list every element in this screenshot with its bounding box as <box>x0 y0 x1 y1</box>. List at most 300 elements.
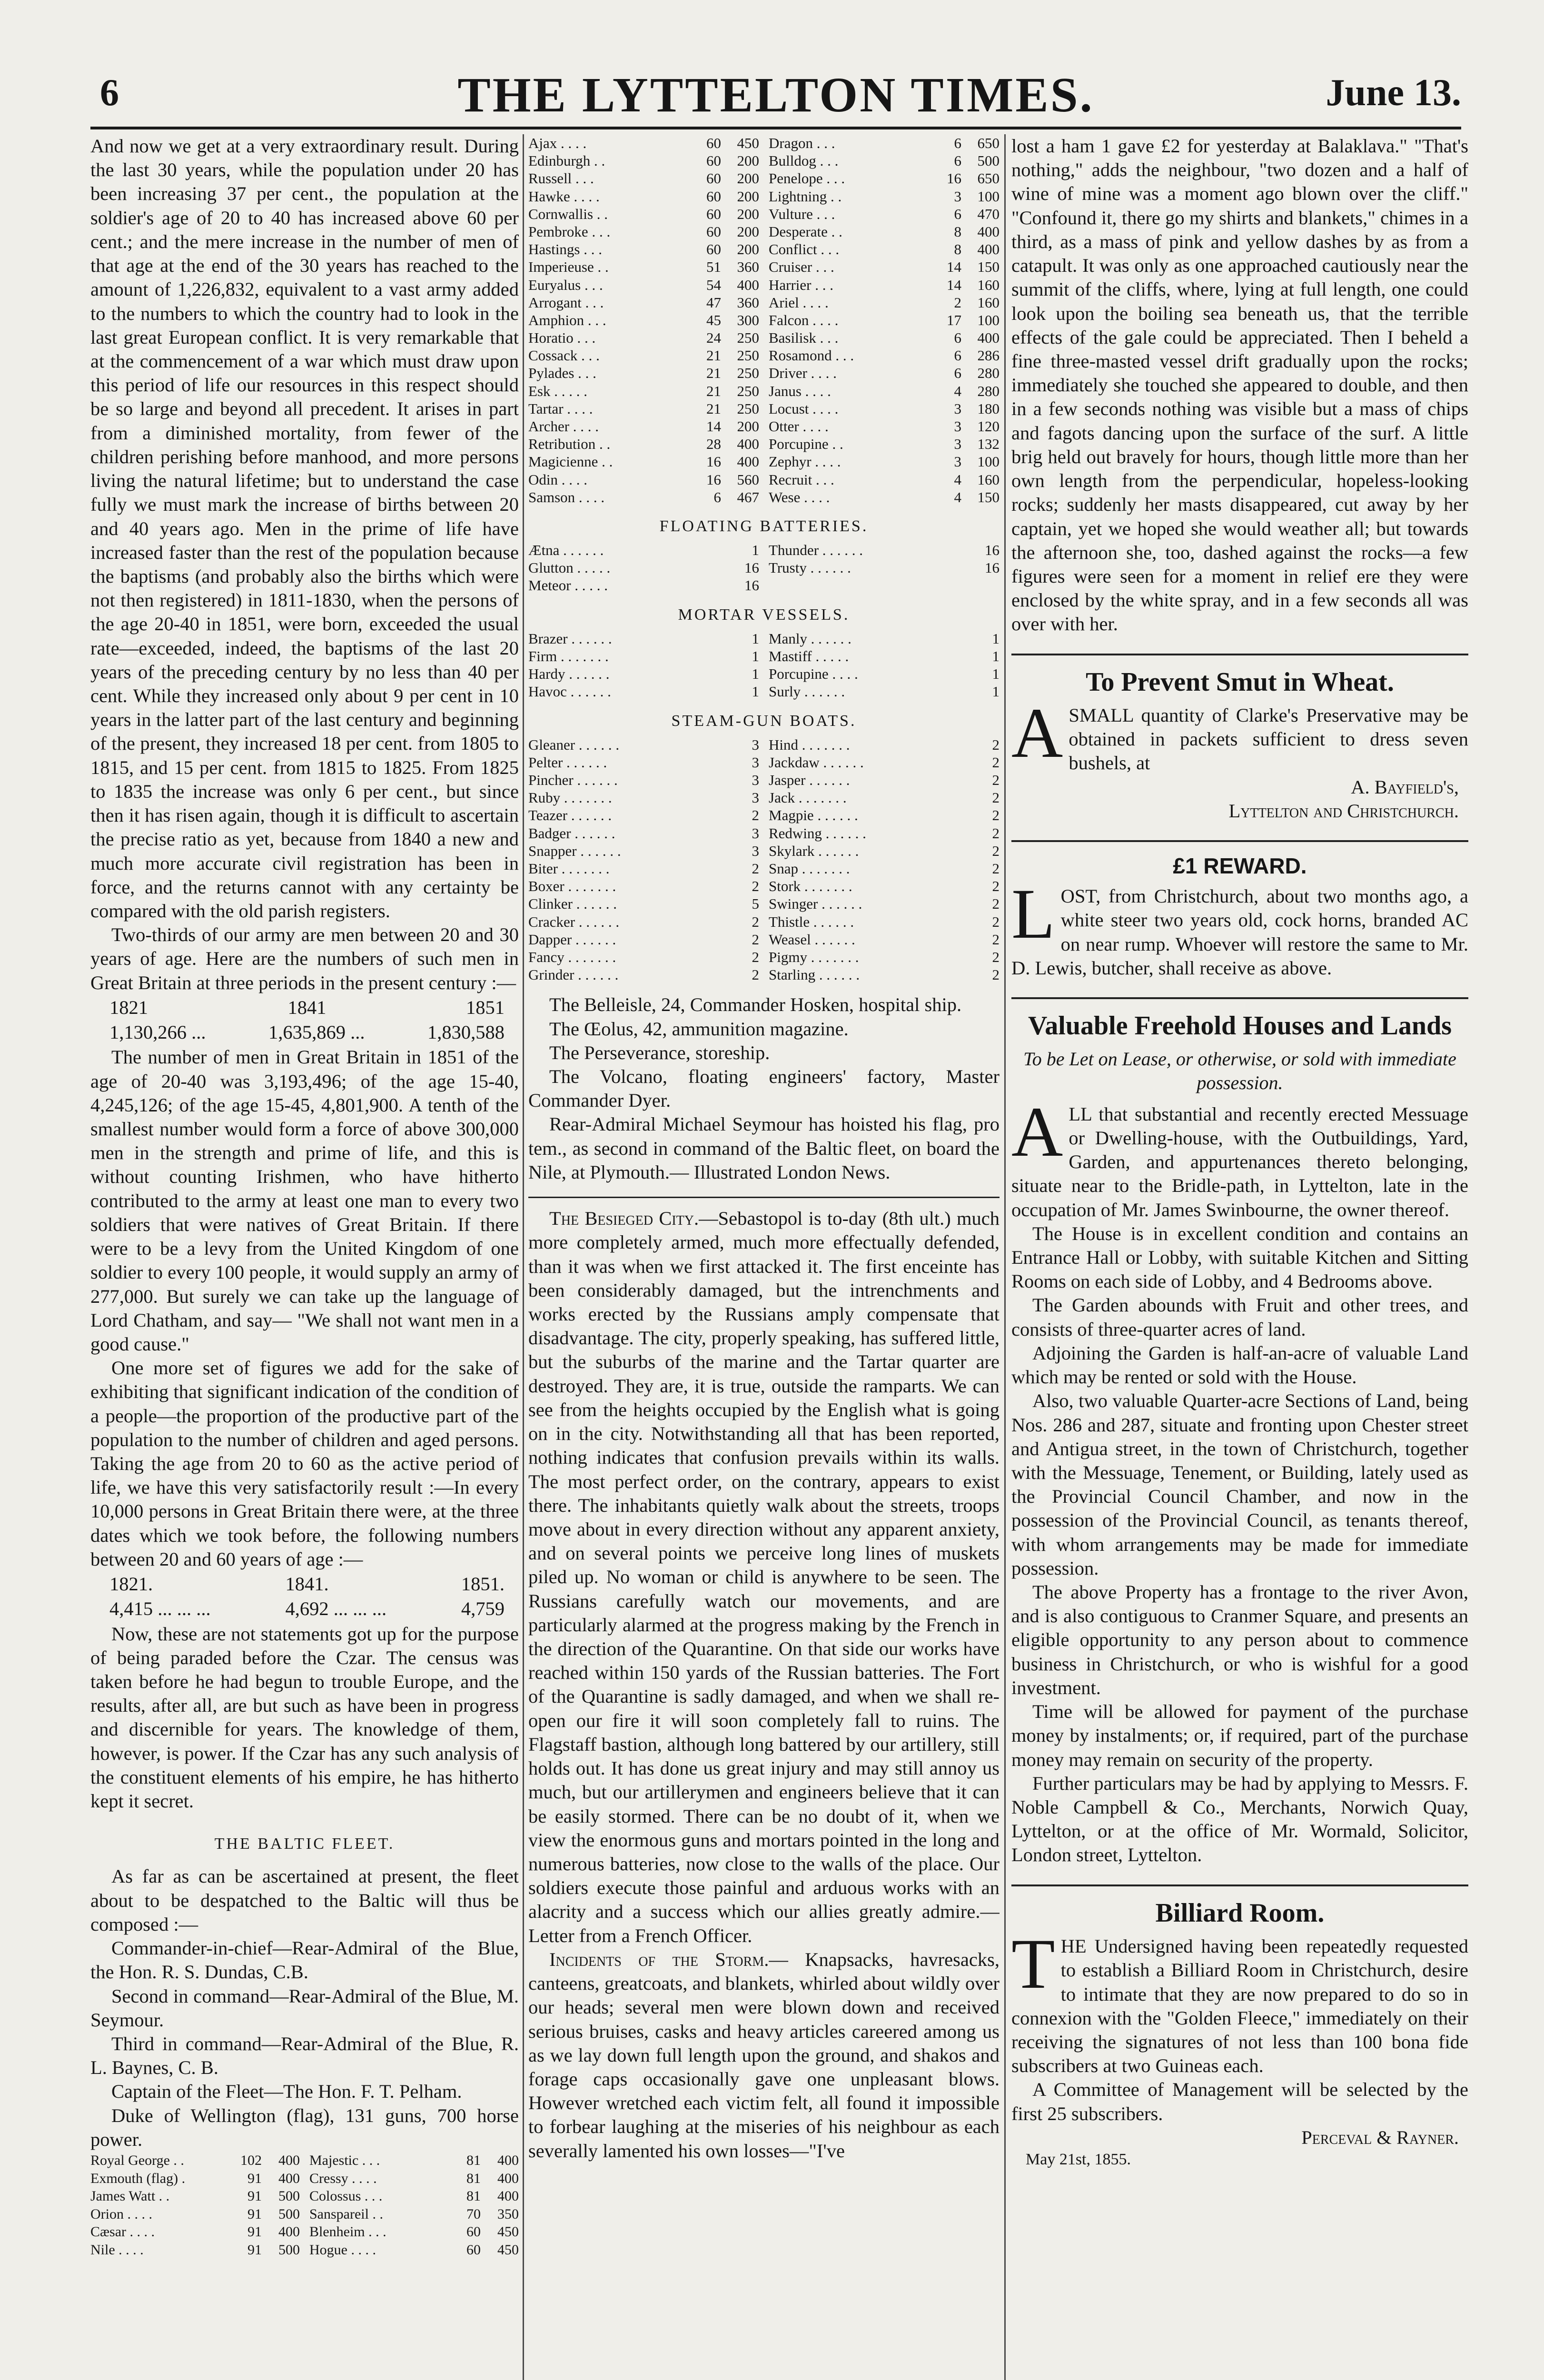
ship-row <box>309 2187 519 2205</box>
ship-guns: 16 <box>744 559 759 576</box>
ship-guns: 3 <box>752 842 759 859</box>
ship-guns: 1 <box>752 683 759 700</box>
advert-heading: To Prevent Smut in Wheat. <box>1086 667 1394 697</box>
ship-guns: 81 <box>466 2152 481 2169</box>
ship-horse-power: 400 <box>737 276 759 293</box>
ship-name: Dapper . . . . . . <box>528 931 616 948</box>
article-paragraph: Second in command—Rear-Admiral of the Blue, M. Seymour. <box>90 1985 519 2031</box>
ship-horse-power: 100 <box>977 311 1000 328</box>
ship-list <box>528 541 1000 595</box>
ship-guns: 28 <box>706 436 721 453</box>
ship-guns: 1 <box>992 665 1000 683</box>
ship-guns: 60 <box>706 223 721 240</box>
advert-smut <box>1011 666 1468 823</box>
ship-guns: 60 <box>706 135 721 151</box>
ship-row <box>528 276 759 294</box>
ship-guns: 14 <box>947 276 961 293</box>
ship-row <box>769 488 1000 506</box>
ship-name: Havoc . . . . . . <box>528 683 611 700</box>
ship-horse-power: 200 <box>737 188 759 205</box>
ship-guns: 4 <box>954 488 961 506</box>
ship-name: Ruby . . . . . . . <box>528 789 612 806</box>
ship-name: Hastings . . . <box>528 241 602 258</box>
section-heading: FLOATING BATTERIES. <box>659 517 869 535</box>
ship-guns: 2 <box>992 789 1000 806</box>
ship-name: Exmouth (flag) . <box>90 2170 186 2186</box>
article-paragraph: Duke of Wellington (flag), 131 guns, 700 horse power. <box>90 2104 519 2150</box>
ship-horse-power: 400 <box>497 2188 519 2204</box>
ship-name: Vulture . . . <box>769 205 835 222</box>
column-divider <box>1004 134 1006 2380</box>
ship-guns: 81 <box>466 2170 481 2186</box>
ship-name: Hind . . . . . . . <box>769 736 850 753</box>
ship-guns: 60 <box>706 188 721 205</box>
ship-name: Skylark . . . . . . <box>769 842 859 859</box>
ship-horse-power: 286 <box>977 347 1000 364</box>
article-lead: Incidents of the Storm. <box>549 1948 769 1970</box>
article-paragraph: Rear-Admiral Michael Seymour has hoisted his flag, pro tem., as second in command of the Baltic fleet, on board the Nile, at Plymouth.— Illustrated London News. <box>528 1113 1000 1183</box>
figure-year: 1841. <box>285 1573 329 1595</box>
ship-row <box>769 966 1000 983</box>
ship-guns: 21 <box>706 382 721 399</box>
ship-guns: 70 <box>466 2206 481 2222</box>
advert-text: The House is in excellent condition and contains an Entrance Hall or Lobby, with suitable Kitchen and Sitting Rooms on each side of Lobby, and 4 Bedrooms above. <box>1011 1222 1468 1292</box>
ship-name: Basilisk . . . <box>769 329 839 347</box>
ship-list-left <box>90 2152 300 2259</box>
ship-guns: 1 <box>992 648 1000 664</box>
ship-guns: 3 <box>954 436 961 453</box>
ship-horse-power: 280 <box>977 382 1000 399</box>
ship-row <box>90 2205 300 2223</box>
ship-name: Janus . . . . <box>769 382 831 399</box>
ship-name: Pembroke . . . <box>528 223 611 240</box>
ship-name: Hardy . . . . . . <box>528 665 610 683</box>
ship-name: Surly . . . . . . <box>769 683 845 700</box>
ship-row <box>309 2152 519 2170</box>
ship-horse-power: 100 <box>977 188 1000 205</box>
ship-row <box>769 630 1000 647</box>
ship-guns: 21 <box>706 400 721 417</box>
ship-name: Cornwallis . . <box>528 205 608 222</box>
ship-horse-power: 100 <box>977 453 1000 470</box>
ship-list-right <box>769 630 1000 701</box>
ship-list-right <box>309 2152 519 2259</box>
ship-row <box>90 2187 300 2205</box>
ship-row <box>528 364 759 382</box>
ship-row <box>769 913 1000 931</box>
advert-signature: Lyttelton and Christchurch. <box>1228 800 1459 822</box>
ship-horse-power: 250 <box>737 382 759 399</box>
ship-name: Boxer . . . . . . . <box>528 878 616 895</box>
ship-name: Conflict . . . <box>769 241 840 258</box>
ship-guns: 2 <box>752 931 759 948</box>
section-heading: STEAM-GUN BOATS. <box>671 712 857 730</box>
ship-horse-power: 200 <box>737 241 759 258</box>
ship-row <box>769 223 1000 240</box>
ship-horse-power: 500 <box>977 152 1000 169</box>
ship-name: Swinger . . . . . . <box>769 895 862 912</box>
ship-row <box>769 258 1000 276</box>
ship-guns: 81 <box>466 2188 481 2204</box>
ship-name: Lightning . . <box>769 188 842 205</box>
figure-value: 4,759 <box>461 1598 505 1620</box>
ship-name: Redwing . . . . . . <box>769 824 866 842</box>
ship-guns: 8 <box>954 223 961 240</box>
ship-row <box>769 948 1000 966</box>
ship-row <box>309 2170 519 2188</box>
article-paragraph <box>528 1948 1000 2163</box>
ship-guns: 3 <box>954 453 961 470</box>
ship-row <box>528 453 759 470</box>
ship-guns: 6 <box>713 488 721 506</box>
ship-name: Horatio . . . <box>528 329 596 347</box>
ship-row <box>309 2241 519 2259</box>
ship-row <box>528 169 759 187</box>
ship-list-left <box>528 630 759 701</box>
ship-horse-power: 280 <box>977 365 1000 382</box>
ship-name: Blenheim . . . <box>309 2224 386 2240</box>
ship-row <box>309 2223 519 2241</box>
ship-name: Mastiff . . . . . <box>769 648 849 664</box>
ship-guns: 91 <box>247 2188 262 2204</box>
ship-row <box>528 665 759 683</box>
ship-horse-power: 200 <box>737 170 759 187</box>
ship-guns: 1 <box>752 542 759 559</box>
ship-horse-power: 400 <box>977 329 1000 347</box>
ship-name: Brazer . . . . . . <box>528 630 612 647</box>
ship-horse-power: 200 <box>737 152 759 169</box>
ship-guns: 1 <box>752 648 759 664</box>
ship-row <box>769 665 1000 683</box>
ship-row <box>769 931 1000 948</box>
ship-guns: 47 <box>706 294 721 311</box>
ship-list-right <box>769 736 1000 984</box>
article-paragraph: Commander-in-chief—Rear-Admiral of the Blue, the Hon. R. S. Dundas, C.B. <box>90 1937 519 1983</box>
figure-year: 1851. <box>461 1573 505 1595</box>
ship-guns: 16 <box>706 453 721 470</box>
divider <box>1011 840 1468 842</box>
ship-row <box>528 258 759 276</box>
ship-horse-power: 200 <box>737 418 759 435</box>
advert-text: HE Undersigned having been repeatedly requested to establish a Billiard Room in Christchurch, desire to intimate that they are now prepared to do so in connexion with the "Golden Fleece," immediately on their receiving the signatures of not less than 100 bona fide subscribers at two Guineas each. <box>1011 1935 1468 2077</box>
advert-text: The above Property has a frontage to the river Avon, and is also contiguous to Cranmer Square, and presents an eligible opportunity to any person about to commence business in Christchurch, or who is wishful for a good investment. <box>1011 1581 1468 1698</box>
ship-name: Cracker . . . . . . <box>528 913 620 930</box>
ship-row <box>528 824 759 842</box>
figures-row <box>90 1597 519 1621</box>
ship-list-right <box>769 541 1000 595</box>
article-paragraph: lost a ham 1 gave £2 for yesterday at Balaklava." "That's nothing," adds the neighbour, "two dozen and a half of wine of mine was a moment ago blown over the cliff." "Confound it, there go my shirts and blankets," chimes in a third, as a mass of pink and yellow dashes by as from a catapult. It was only as one approached cautiously near the summit of the cliffs, where, lying at full length, one could look upon the boiling sea beneath us, that the terrible effects of the gale could be appreciated. Then I beheld a fine three-masted vessel drift gradually upon the rocks; immediately she touched she appeared to double, and then in a few seconds nothing was visible but a mass of chips and fagots dancing upon the surface of the surf. A little brig held out bravely for hours, though little more than her own length from the perpendicular, hopeless-looking rocks; suddenly her masts disappeared, cut away by her captain, yet we hoped she would weather all; but towards the afternoon she, too, dashed against the rocks—a few figures were seen for a moment in relief ere they were enclosed by the white spray, and in a few seconds all was over with her. <box>1011 135 1468 635</box>
ship-horse-power: 560 <box>737 471 759 488</box>
ship-horse-power: 450 <box>497 2224 519 2240</box>
ship-guns: 6 <box>954 365 961 382</box>
ship-horse-power: 160 <box>977 471 1000 488</box>
ship-name: Otter . . . . <box>769 418 829 435</box>
ship-horse-power: 500 <box>278 2206 300 2222</box>
ship-list <box>528 134 1000 506</box>
ship-horse-power: 400 <box>977 223 1000 240</box>
ship-list-right <box>769 134 1000 506</box>
ship-guns: 60 <box>706 205 721 222</box>
ship-row <box>769 347 1000 364</box>
ship-guns: 4 <box>954 471 961 488</box>
ship-row <box>528 630 759 647</box>
ship-row <box>528 240 759 258</box>
ship-guns: 3 <box>752 754 759 771</box>
ship-horse-power: 650 <box>977 170 1000 187</box>
ship-row <box>528 754 759 771</box>
ship-horse-power: 250 <box>737 329 759 347</box>
article-paragraph: The Perseverance, storeship. <box>549 1041 770 1063</box>
ship-name: Weasel . . . . . . <box>769 931 855 948</box>
advert-text: Time will be allowed for payment of the purchase money by instalments; or, if required, part of the purchase money may remain on security of the property. <box>1011 1701 1468 1770</box>
ship-guns: 2 <box>992 772 1000 789</box>
ship-row <box>769 453 1000 470</box>
column-divider <box>523 134 524 2380</box>
ship-name: Snapper . . . . . . <box>528 842 621 859</box>
ship-row <box>528 134 759 152</box>
ship-row <box>528 948 759 966</box>
ship-guns: 2 <box>992 966 1000 983</box>
ship-row <box>528 966 759 983</box>
advert-text: The Garden abounds with Fruit and other trees, and consists of three-quarter acres of land. <box>1011 1294 1468 1340</box>
ship-row <box>528 789 759 806</box>
ship-name: Teazer . . . . . . <box>528 807 612 824</box>
ship-name: Nile . . . . <box>90 2241 144 2258</box>
figures-row <box>90 1572 519 1596</box>
article-paragraph: The number of men in Great Britain in 1851 of the age of 20-40 was 3,193,496; of the age 15-40, 4,245,126; of the age 15-45, 4,801,900. A tenth of the smallest number would form a force of above 300,000 men in the strength and prime of life, and this is without counting Irishmen, who have hitherto contributed to the army at least one man to every two soldiers that were natives of Great Britain. If there were to be a levy from the United Kingdom of one soldier to every 100 people, it would supply an army of 277,000. But surely we can take up the language of Lord Chatham, and say— "We shall not want men in a good cause." <box>90 1046 519 1355</box>
ship-guns: 3 <box>752 824 759 842</box>
ship-name: Pigmy . . . . . . . <box>769 948 859 965</box>
ship-name: Imperieuse . . <box>528 258 609 276</box>
ship-name: Recruit . . . <box>769 471 834 488</box>
ship-name: Thunder . . . . . . <box>769 542 863 559</box>
ship-name: Ajax . . . . <box>528 135 587 151</box>
drop-cap: A <box>1011 694 1063 773</box>
ship-row <box>769 647 1000 665</box>
ship-guns: 21 <box>706 347 721 364</box>
article-paragraph: Third in command—Rear-Admiral of the Blue, R. L. Baynes, C. B. <box>90 2033 519 2079</box>
ship-row <box>90 2241 300 2259</box>
ship-guns: 1 <box>992 683 1000 700</box>
ship-name: Harrier . . . <box>769 276 833 293</box>
ship-horse-power: 450 <box>497 2241 519 2258</box>
ship-name: Porcupine . . <box>769 436 843 453</box>
ship-row <box>90 2170 300 2188</box>
ship-guns: 6 <box>954 135 961 151</box>
ship-row <box>309 2205 519 2223</box>
ship-horse-power: 400 <box>497 2170 519 2186</box>
ship-row <box>528 188 759 205</box>
article-paragraph: The Œolus, 42, ammunition magazine. <box>549 1018 849 1040</box>
ship-guns: 16 <box>947 170 961 187</box>
advert-heading: £1 REWARD. <box>1173 853 1307 879</box>
ship-row <box>528 895 759 912</box>
ship-horse-power: 160 <box>977 276 1000 293</box>
ship-horse-power: 150 <box>977 258 1000 276</box>
ship-name: Bulldog . . . <box>769 152 839 169</box>
drop-cap: L <box>1011 874 1055 954</box>
ship-guns: 2 <box>992 878 1000 895</box>
ship-horse-power: 360 <box>737 258 759 276</box>
ship-name: Sanspareil . . <box>309 2206 383 2222</box>
advert-text: OST, from Christchurch, about two months ago, a white steer two years old, cock horns, branded AC on near rump. Whoever will restore the same to Mr. D. Lewis, butcher, shall receive as above. <box>1011 885 1468 979</box>
ship-name: Zephyr . . . . <box>769 453 841 470</box>
ship-guns: 2 <box>752 860 759 877</box>
ship-name: Locust . . . . <box>769 400 839 417</box>
ship-row <box>528 860 759 877</box>
ship-horse-power: 300 <box>737 311 759 328</box>
ship-name: Manly . . . . . . <box>769 630 851 647</box>
ship-row <box>769 683 1000 700</box>
ship-horse-power: 650 <box>977 135 1000 151</box>
article-paragraph: One more set of figures we add for the sake of exhibiting that significant indication of the condition of a people—the proportion of the productive part of the population to the number of children and aged persons. Taking the age from 20 to 60 as the active period of life, we have this very satisfactorily result :—In every 10,000 persons in Great Britain there were, at the three dates which we took before, the following numbers between 20 and 60 years of age :— <box>90 1357 519 1570</box>
ship-guns: 2 <box>992 895 1000 912</box>
ship-guns: 16 <box>744 577 759 594</box>
ship-row <box>528 152 759 169</box>
advert-billiard <box>1011 1897 1468 2170</box>
ship-name: Magicienne . . <box>528 453 613 470</box>
ship-guns: 3 <box>954 418 961 435</box>
advert-signature: A. Bayfield's, <box>1351 776 1459 798</box>
advert-heading: Billiard Room. <box>1155 1898 1325 1928</box>
figure-year: 1821 <box>109 996 148 1018</box>
ship-horse-power: 250 <box>737 347 759 364</box>
ship-name: Ariel . . . . <box>769 294 829 311</box>
ship-name: Glutton . . . . . <box>528 559 611 576</box>
advert-subheading: To be Let on Lease, or otherwise, or sold with immediate possession. <box>1023 1048 1456 1094</box>
ship-row <box>769 842 1000 860</box>
ship-row <box>528 311 759 329</box>
ship-guns: 3 <box>752 789 759 806</box>
advert-signature: Perceval & Rayner. <box>1301 2126 1459 2148</box>
column-3 <box>1011 134 1468 2380</box>
ship-guns: 3 <box>954 188 961 205</box>
ship-row <box>528 683 759 700</box>
ship-horse-power: 120 <box>977 418 1000 435</box>
ship-guns: 16 <box>985 559 1000 576</box>
ship-row <box>90 2223 300 2241</box>
ship-row <box>769 754 1000 771</box>
ship-name: Grinder . . . . . . <box>528 966 619 983</box>
figures-row <box>90 996 519 1020</box>
header-rule <box>90 127 1461 129</box>
ship-horse-power: 360 <box>737 294 759 311</box>
ship-row <box>769 364 1000 382</box>
ship-horse-power: 250 <box>737 365 759 382</box>
ship-guns: 2 <box>992 931 1000 948</box>
advert-text: Further particulars may be had by applying to Messrs. F. Noble Campbell & Co., Merchants, Norwich Quay, Lyttelton, or at the office of Mr. Wormald, Solicitor, London street, Lyttelton. <box>1011 1772 1468 1866</box>
article-paragraph: As far as can be ascertained at present, the fleet about to be despatched to the Baltic will thus be composed :— <box>90 1865 519 1935</box>
ship-name: Thistle . . . . . . <box>769 913 854 930</box>
ship-name: Starling . . . . . . <box>769 966 860 983</box>
ship-row <box>769 240 1000 258</box>
ship-horse-power: 180 <box>977 400 1000 417</box>
ship-row <box>528 417 759 435</box>
ship-horse-power: 400 <box>278 2152 300 2169</box>
ship-name: James Watt . . <box>90 2188 170 2204</box>
ship-name: Royal George . . <box>90 2152 184 2169</box>
ship-horse-power: 200 <box>737 205 759 222</box>
ship-name: Meteor . . . . . <box>528 577 608 594</box>
ship-horse-power: 132 <box>977 436 1000 453</box>
ship-name: Porcupine . . . . <box>769 665 858 683</box>
ship-name: Archer . . . . <box>528 418 599 435</box>
ship-row <box>769 559 1000 576</box>
ship-guns: 91 <box>247 2206 262 2222</box>
ship-row <box>528 931 759 948</box>
article-lead: The Besieged City. <box>549 1208 699 1230</box>
ship-guns: 1 <box>752 630 759 647</box>
ship-list-left <box>528 736 759 984</box>
ship-guns: 60 <box>466 2224 481 2240</box>
column-1 <box>90 134 519 2380</box>
ship-row <box>769 471 1000 488</box>
ship-row <box>769 895 1000 912</box>
ship-guns: 91 <box>247 2241 262 2258</box>
ship-guns: 2 <box>992 913 1000 930</box>
ship-guns: 2 <box>752 878 759 895</box>
ship-row <box>528 842 759 860</box>
ship-row <box>769 789 1000 806</box>
figure-value: 4,692 ... ... ... <box>285 1598 387 1620</box>
ship-guns: 1 <box>752 665 759 683</box>
ship-name: Majestic . . . <box>309 2152 380 2169</box>
ship-guns: 2 <box>992 824 1000 842</box>
ship-row <box>769 417 1000 435</box>
article-text: — Knapsacks, havresacks, canteens, greatcoats, and blankets, whirled about wildly over our heads; several men were blown down and received serious bruises, casks and heavy articles careered among us as we lay down full length upon the ground, and shakos and forage caps occasionally gave one unpleasant blows. However wretched each victim felt, all found it impossible to forbear laughing at the miseries of his neighbour as each severally lamented his own losses—"I've <box>528 1948 1000 2162</box>
ship-name: Jack . . . . . . . <box>769 789 847 806</box>
ship-guns: 16 <box>985 542 1000 559</box>
newspaper-title: THE LYTTELTON TIMES. <box>457 68 1094 122</box>
ship-horse-power: 250 <box>737 400 759 417</box>
ship-horse-power: 200 <box>737 223 759 240</box>
ship-guns: 4 <box>954 382 961 399</box>
article-paragraph <box>528 1207 1000 1948</box>
ship-list-left <box>528 541 759 595</box>
ship-row <box>528 223 759 240</box>
ship-name: Trusty . . . . . . <box>769 559 851 576</box>
ship-horse-power: 160 <box>977 294 1000 311</box>
ship-name: Hawke . . . . <box>528 188 600 205</box>
ship-horse-power: 500 <box>278 2241 300 2258</box>
drop-cap: A <box>1011 1092 1063 1171</box>
advert-text: A Committee of Management will be selected by the first 25 subscribers. <box>1011 2079 1468 2124</box>
advert-reward <box>1011 853 1468 980</box>
ship-guns: 54 <box>706 276 721 293</box>
ship-name: Gleaner . . . . . . <box>528 736 620 753</box>
ship-name: Samson . . . . <box>528 488 605 506</box>
ship-horse-power: 400 <box>737 436 759 453</box>
ship-guns: 2 <box>992 860 1000 877</box>
ship-horse-power: 350 <box>497 2206 519 2222</box>
ship-row <box>769 205 1000 223</box>
ship-guns: 24 <box>706 329 721 347</box>
ship-row <box>528 205 759 223</box>
ship-row <box>769 877 1000 895</box>
ship-horse-power: 470 <box>977 205 1000 222</box>
ship-name: Driver . . . . <box>769 365 837 382</box>
ship-guns: 8 <box>954 241 961 258</box>
figure-year: 1841 <box>287 996 327 1018</box>
ship-guns: 6 <box>954 205 961 222</box>
ship-name: Russell . . . <box>528 170 594 187</box>
ship-row <box>528 347 759 364</box>
ship-name: Cruiser . . . <box>769 258 834 276</box>
advert-date: May 21st, 1855. <box>1026 2151 1131 2169</box>
ship-row <box>528 541 759 559</box>
article-paragraph: The Belleisle, 24, Commander Hosken, hospital ship. <box>549 994 962 1016</box>
ship-name: Edinburgh . . <box>528 152 605 169</box>
